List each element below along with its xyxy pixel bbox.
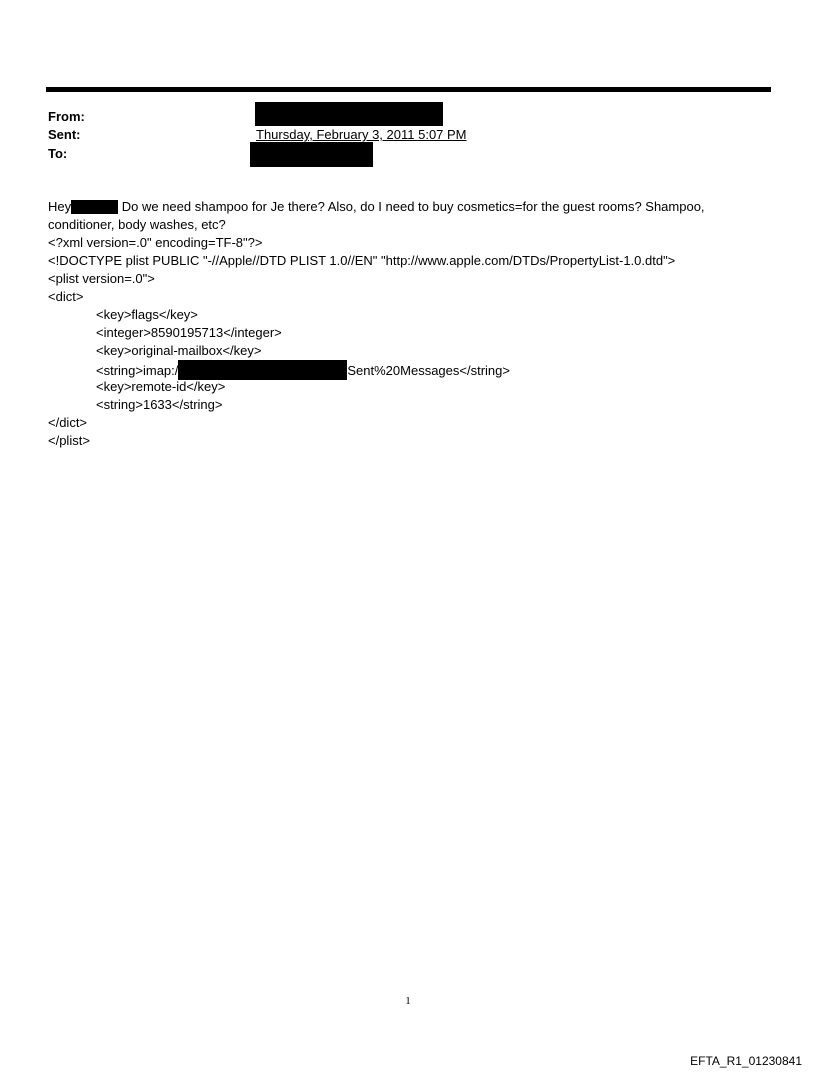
page-number: 1 [405, 995, 411, 1007]
key-mailbox-line: <key>original-mailbox</key> [96, 343, 262, 358]
string-imap-end: Sent%20Messages</string> [347, 363, 510, 378]
plist-close-line: </plist> [48, 433, 90, 448]
dict-open-line: <dict> [48, 289, 84, 304]
xml-declaration: <?xml version=.0" encoding=TF-8"?> [48, 235, 263, 250]
dict-close-line: </dict> [48, 415, 88, 430]
greeting-text: Hey [48, 199, 72, 214]
sent-value: Thursday, February 3, 2011 5:07 PM [256, 127, 467, 142]
document-id: EFTA_R1_01230841 [690, 1054, 802, 1068]
string-imap-start: <string>imap:/ [96, 363, 179, 378]
integer-flags-line: <integer>8590195713</integer> [96, 325, 282, 340]
doctype-line: <!DOCTYPE plist PUBLIC "-//Apple//DTD PLIST 1.0//EN" "http://www.apple.com/DTDs/PropertyList-1.0.dtd"> [48, 253, 676, 268]
key-flags-line: <key>flags</key> [96, 307, 198, 322]
string-remote-line: <string>1633</string> [96, 397, 223, 412]
header-rule [46, 87, 771, 92]
mailbox-redaction [178, 360, 347, 380]
message-line-1 [48, 198, 705, 216]
to-label: To: [48, 146, 68, 161]
key-remote-line: <key>remote-id</key> [96, 379, 226, 394]
message-line-2: conditioner, body washes, etc? [48, 217, 226, 232]
name-redaction [71, 200, 118, 214]
string-imap-line [96, 360, 510, 380]
message-line-1-rest: Do we need shampoo for Je there? Also, do I need to buy cosmetics=for the guest rooms? Shampoo, [118, 199, 705, 214]
to-redaction [250, 142, 373, 167]
from-label: From: [48, 109, 85, 124]
from-redaction [255, 102, 443, 126]
sent-label: Sent: [48, 127, 81, 142]
plist-open-line: <plist version=.0"> [48, 271, 155, 286]
